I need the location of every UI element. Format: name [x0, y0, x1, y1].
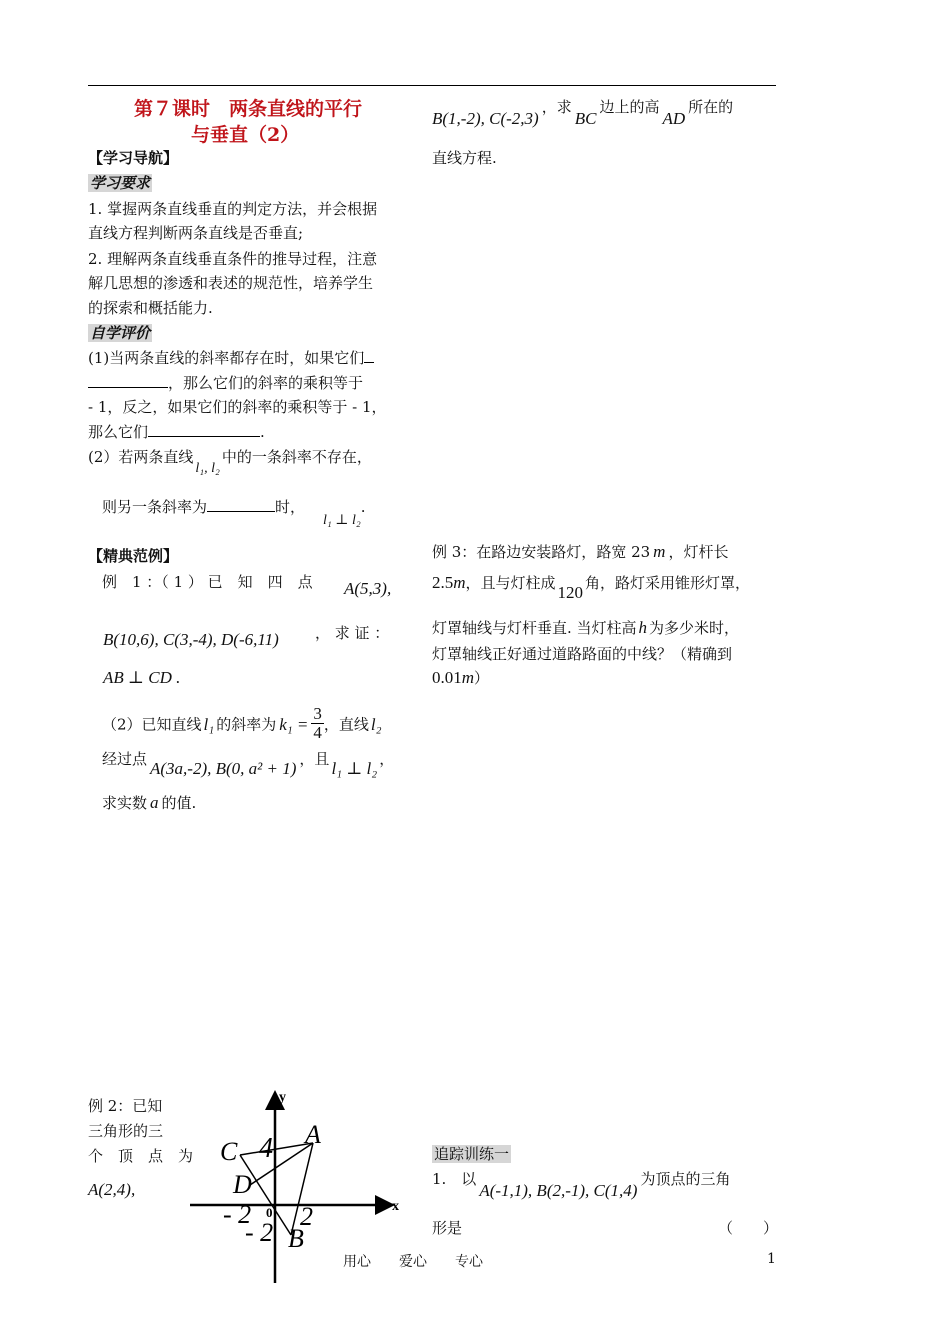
lesson-title-line2: 与垂直（2） — [191, 124, 300, 146]
ex3-line3: 灯罩轴线与灯杆垂直. 当灯柱高 h 为多少米时， — [432, 618, 740, 637]
q1-line2: ，那么它们的斜率的乘积等于 — [88, 372, 363, 393]
vertex-a-label: A — [305, 1120, 321, 1149]
q2-line1: (2）若两条直线l₁, l₂中的一条斜率不存在， — [88, 448, 372, 476]
nav-heading: 【学习导航】 — [88, 149, 179, 167]
ex1-label: 例 1 ：（ 1 ） 已 知 四 点 — [102, 573, 313, 591]
lesson-title-line1: 第７课时 两条直线的平行 — [134, 98, 363, 120]
examples-heading: 【精典范例】 — [88, 547, 179, 565]
ex3-line2: 2.5m，且与灯柱成 120 角，路灯采用锥形灯罩， — [432, 573, 751, 602]
ex1-part2-line2: 经过点 A(3a,-2), B(0, a² + 1) ，且 l₁ ⊥ l₂ ， — [102, 750, 395, 778]
top-rule — [88, 85, 776, 86]
practice-q1-line1: 1. 以A(-1,1), B(2,-1), C(1,4)为顶点的三角 — [432, 1170, 731, 1200]
self-eval-heading: 自学评价 — [90, 324, 151, 342]
right-top-line1: B(1,-2), C(-2,3)，求BC边上的高AD所在的 — [432, 98, 734, 128]
ex1-goal: AB ⊥ CD . — [103, 668, 181, 687]
req-1-line1: 1. 掌握两条直线垂直的判定方法，并会根据 — [88, 200, 378, 218]
ex2-line1: 例 2：已知 — [88, 1097, 163, 1115]
footer-text: 用心 爱心 专心 — [343, 1254, 483, 1270]
ex3-line1: 例 3：在路边安装路灯，路宽 23 m ，灯杆长 — [432, 542, 729, 561]
req-2-line1: 2. 理解两条直线垂直条件的推导过程，注意 — [88, 250, 378, 268]
answer-blank-1[interactable] — [364, 348, 374, 363]
q1-line4: 那么它们 . — [88, 423, 265, 441]
vertex-c-label: C — [220, 1137, 238, 1166]
practice-q1-line2: 形是 — [432, 1219, 463, 1237]
practice-q1-answer-paren[interactable]: （ ） — [718, 1219, 779, 1237]
ex1-point-a: A(5,3), — [344, 579, 392, 598]
side-ac — [240, 1143, 313, 1155]
answer-blank-4[interactable] — [207, 497, 275, 512]
ex2-line2: 三角形的三 — [88, 1122, 164, 1140]
requirements-heading: 学习要求 — [90, 174, 151, 192]
foot-d-label: D — [233, 1170, 252, 1199]
ex1-part2-line3: 求实数 a 的值. — [102, 793, 197, 812]
ex1-points: B(10,6), C(3,-4), D(-6,11) — [103, 630, 279, 649]
ex1-prove: ， 求 证 ： — [315, 624, 390, 642]
axis-y-label: y — [279, 1090, 286, 1105]
answer-blank-3[interactable] — [148, 422, 260, 437]
ex3-line5: 0.01m） — [432, 668, 490, 687]
tick-neg2-x-label: - 2 — [223, 1200, 252, 1229]
axis-x-label: x — [392, 1199, 399, 1214]
right-top-line2: 直线方程. — [432, 149, 497, 167]
tick-2-x-label: 2 — [300, 1202, 313, 1231]
ex1-part2-line1: （2）已知直线 l₁ 的斜率为 k₁ = $\frac{3}{4}$ ，直线 l₂ — [102, 704, 382, 742]
q2-line2: 则另一条斜率为 时，l₁ ⊥ l₂. — [102, 498, 366, 528]
req-1-line2: 直线方程判断两条直线是否垂直; — [88, 224, 304, 242]
q1-line3: - 1，反之，如果它们的斜率的乘积等于 - 1， — [88, 398, 387, 416]
answer-blank-2[interactable] — [88, 373, 168, 388]
req-2-line3: 的探索和概括能力. — [88, 299, 213, 317]
practice-heading: 追踪训练一 — [434, 1145, 510, 1163]
req-2-line2: 解几思想的渗透和表述的规范性，培养学生 — [88, 274, 374, 292]
ex2-line3: 个 顶 点 为 — [88, 1147, 194, 1165]
tick-neg2-y-label: - 2 — [245, 1218, 274, 1247]
q1-line1: (1)当两条直线的斜率都存在时，如果它们 — [88, 347, 374, 368]
tick-4-label: 4 — [259, 1133, 273, 1164]
ex3-line4: 灯罩轴线正好通过道路路面的中线？（精确到 — [432, 645, 733, 663]
vertex-b-label: B — [288, 1224, 304, 1253]
page-number: 1 — [767, 1251, 776, 1267]
fraction-3-4: $\frac{3}{4}$ — [313, 704, 322, 742]
ex2-point-a: A(2,4), — [88, 1180, 136, 1199]
origin-label: 0 — [266, 1205, 273, 1220]
